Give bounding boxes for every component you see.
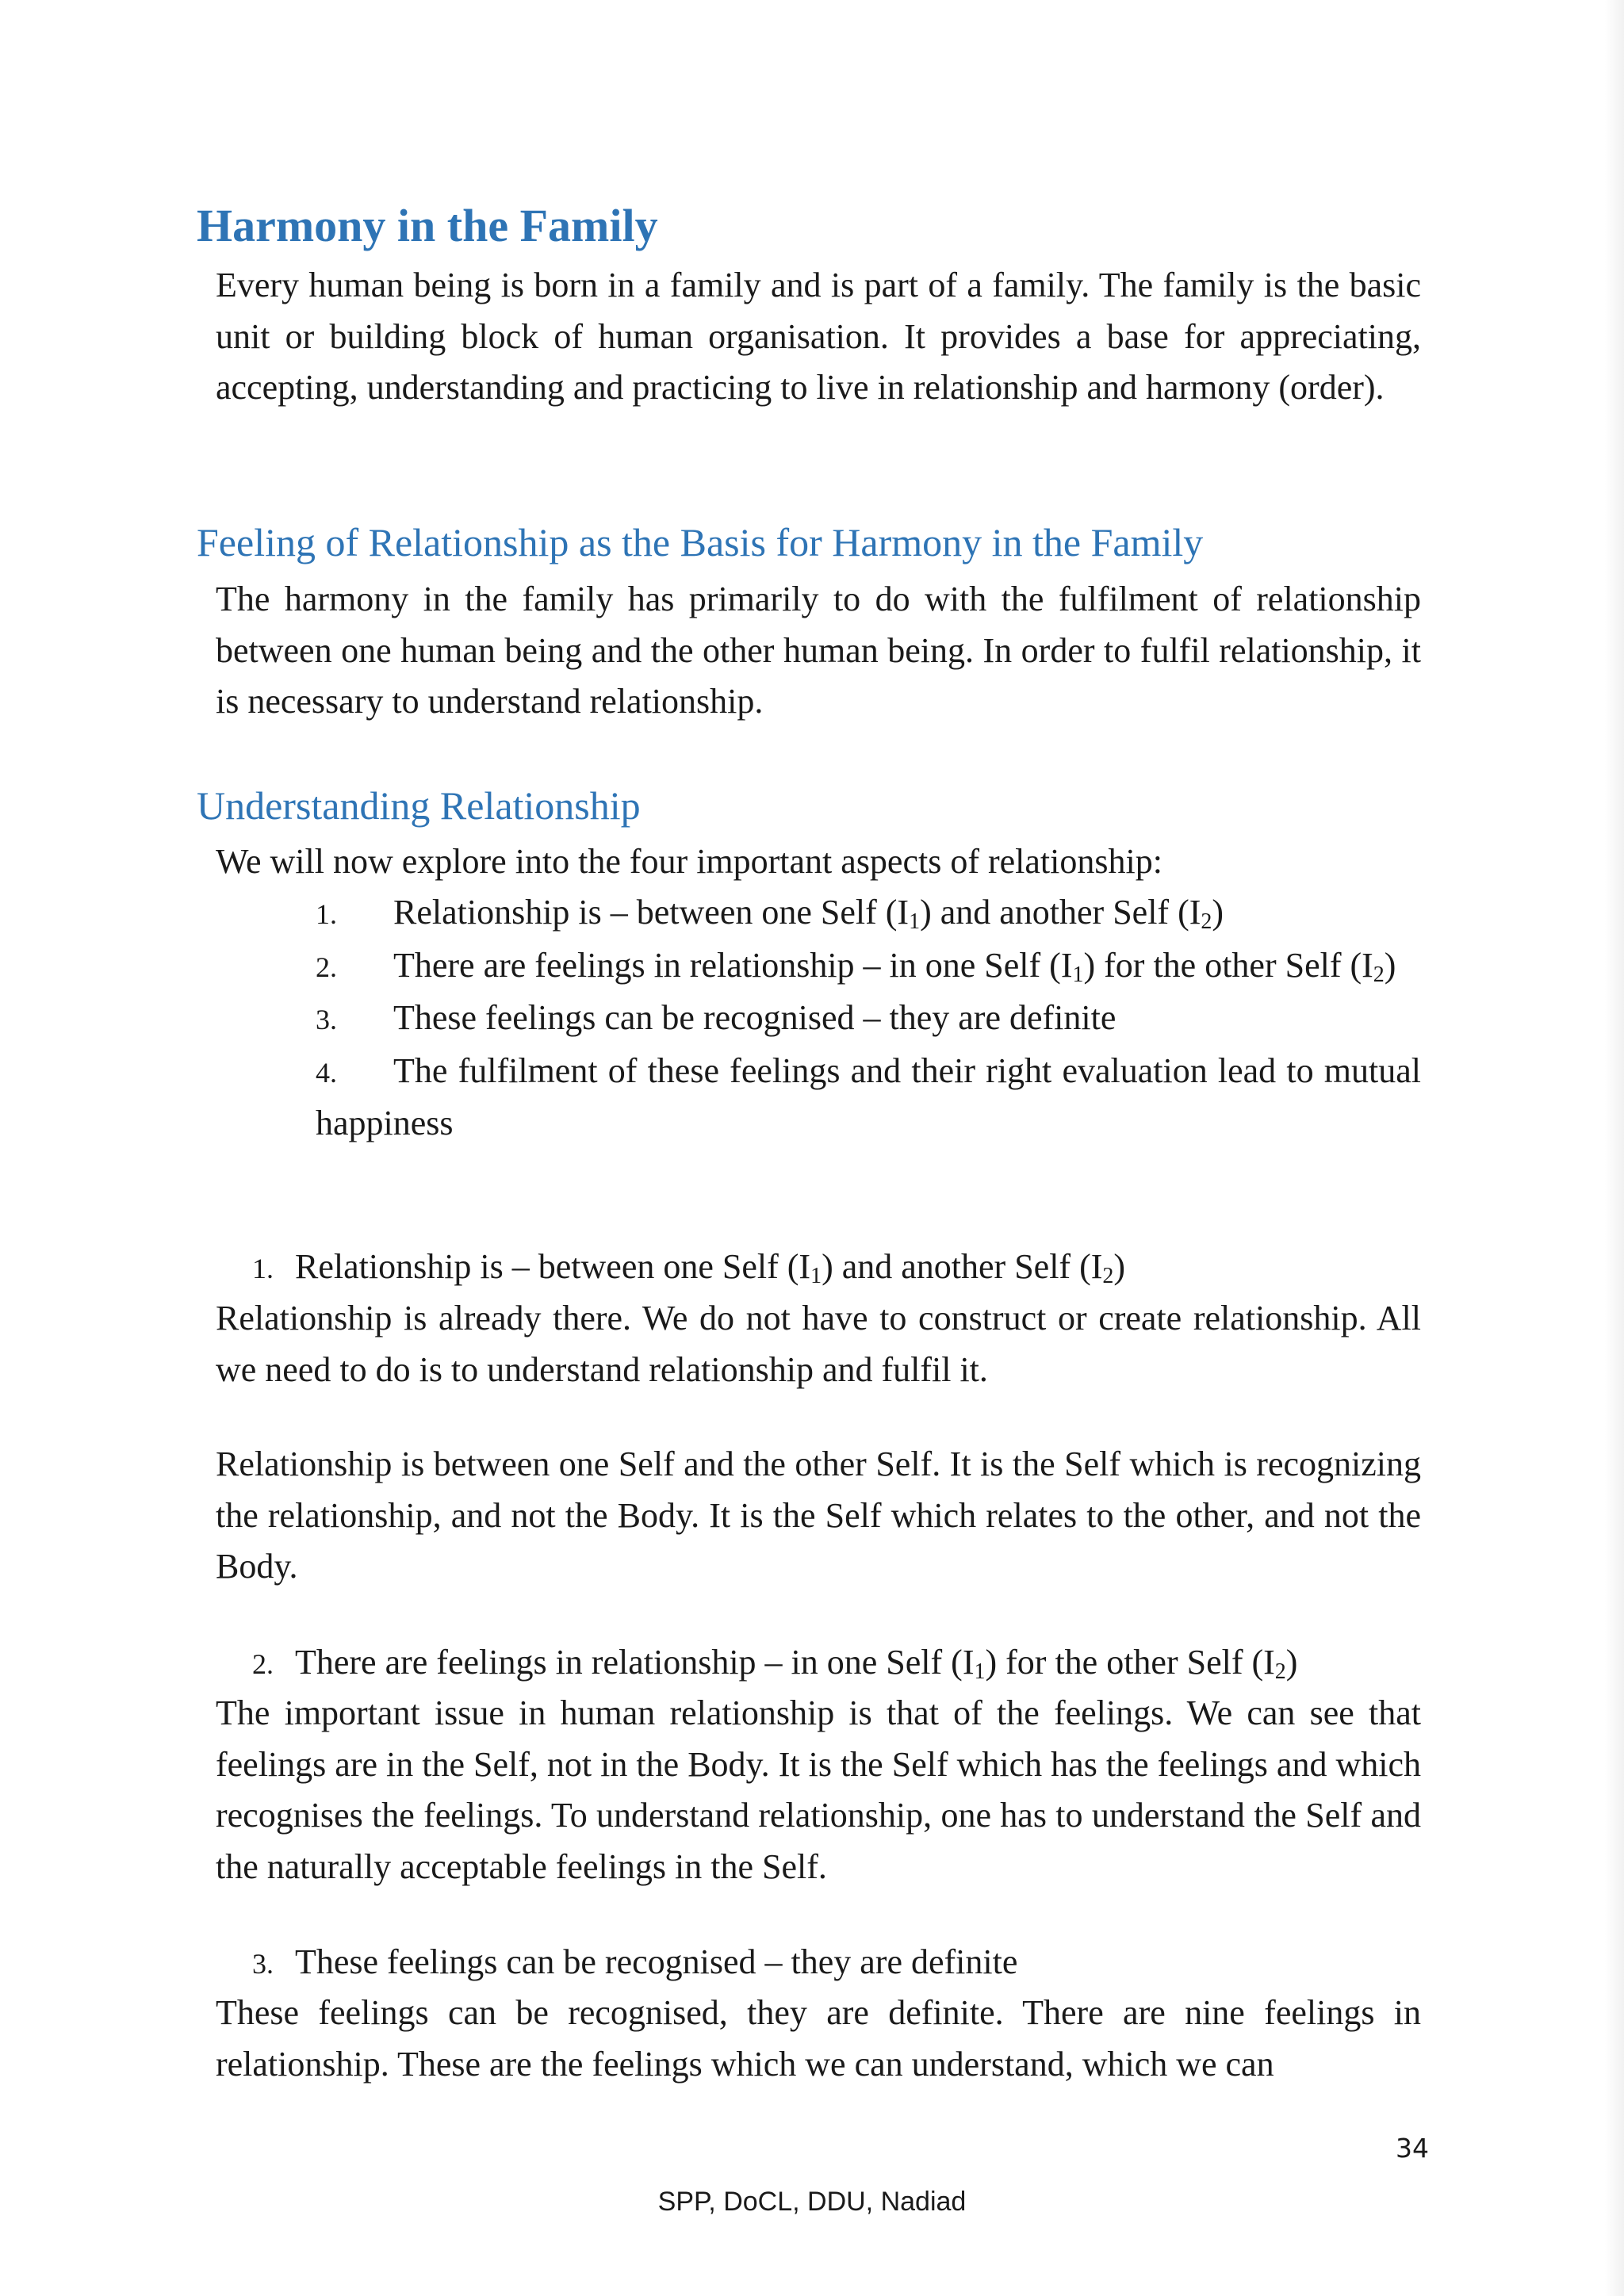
intro-paragraph: Every human being is born in a family and is part of a family. The family is the basic unit or building block of human organisation. It provides a base for appreciating, accepting, understanding and practicing to live in relationship and harmony (order). [216, 266, 1421, 407]
list-item-number: 2. [316, 951, 337, 983]
point1-paragraph-2: Relationship is between one Self and the other Self. It is the Self which is recognizing the relationship, and not the Body. It is the Self which relates to the other, and not the Body. [216, 1445, 1421, 1586]
subscript: 2 [1274, 1659, 1286, 1684]
aspects-list [316, 887, 1421, 1150]
subscript: 2 [1201, 909, 1212, 934]
list-item-text: Relationship is – between one Self (I [393, 893, 910, 932]
list-item-text: These feelings can be recognised – they are definite [393, 998, 1116, 1037]
subscript: 1 [909, 909, 921, 934]
feeling-paragraph: The harmony in the family has primarily to do with the fulfilment of relationship between one human being and the other human being. In order to fulfil relationship, it is necessary to understand relationship. [216, 580, 1421, 721]
understanding-intro: We will now explore into the four important aspects of relationship: [216, 842, 1162, 881]
page-footer: SPP, DoCL, DDU, Nadiad [657, 2187, 967, 2217]
subscript: 1 [974, 1659, 986, 1684]
list-item [316, 940, 1421, 993]
point3-heading [252, 1937, 1017, 1990]
subscript: 2 [1102, 1264, 1114, 1288]
point-heading-text: ) [1113, 1247, 1126, 1286]
point-number: 1. [252, 1253, 274, 1284]
list-item-number: 4. [316, 1056, 337, 1089]
list-item-text: ) [1212, 893, 1224, 932]
list-item-text: ) and another Self (I [920, 893, 1201, 932]
point2-heading [252, 1637, 1297, 1690]
page-edge-shadow [1605, 0, 1624, 2296]
section-heading-understanding: Understanding Relationship [197, 783, 641, 828]
point-number: 2. [252, 1648, 274, 1680]
page-title: Harmony in the Family [197, 200, 658, 251]
list-item [316, 887, 1421, 940]
list-item [316, 993, 1421, 1046]
list-item-number: 3. [316, 1004, 337, 1035]
point-heading-text: Relationship is – between one Self (I [295, 1247, 811, 1286]
subscript: 1 [1072, 962, 1084, 987]
list-item-text: There are feelings in relationship – in one Self (I [393, 945, 1073, 985]
list-item-number: 1. [316, 898, 337, 930]
subscript: 1 [810, 1264, 822, 1288]
point2-paragraph: The important issue in human relationship is that of the feelings. We can see that feelings are in the Self, not in the Body. It is the Self which has the feelings and which recognises the feelings. To understand relationship, one has to understand the Self and the naturally acceptable feelings in the Self. [216, 1693, 1421, 1886]
point-heading-text: These feelings can be recognised – they are definite [295, 1942, 1018, 1981]
point1-paragraph-1: Relationship is already there. We do not have to construct or create relationship. All we need to do is to understand relationship and fulfil it. [216, 1299, 1421, 1389]
subscript: 2 [1373, 962, 1385, 987]
list-item [316, 1046, 1421, 1150]
point-number: 3. [252, 1948, 274, 1980]
section-heading-feeling: Feeling of Relationship as the Basis for Harmony in the Family [197, 520, 1204, 564]
list-item-text: The fulfilment of these feelings and their right evaluation lead to mutual happiness [316, 1050, 1421, 1142]
list-item-text: ) [1384, 945, 1396, 985]
point-heading-text: There are feelings in relationship – in one Self (I [295, 1643, 975, 1682]
point-heading-text: ) and another Self (I [822, 1247, 1103, 1286]
page-number: 34 [1396, 2133, 1429, 2164]
point-heading-text: ) for the other Self (I [985, 1643, 1275, 1682]
point3-paragraph: These feelings can be recognised, they are definite. There are nine feelings in relationship. These are the feelings which we can understand, which we can [216, 1993, 1421, 2084]
point1-heading [252, 1242, 1125, 1295]
list-item-text: ) for the other Self (I [1083, 945, 1373, 985]
point-heading-text: ) [1285, 1643, 1298, 1682]
